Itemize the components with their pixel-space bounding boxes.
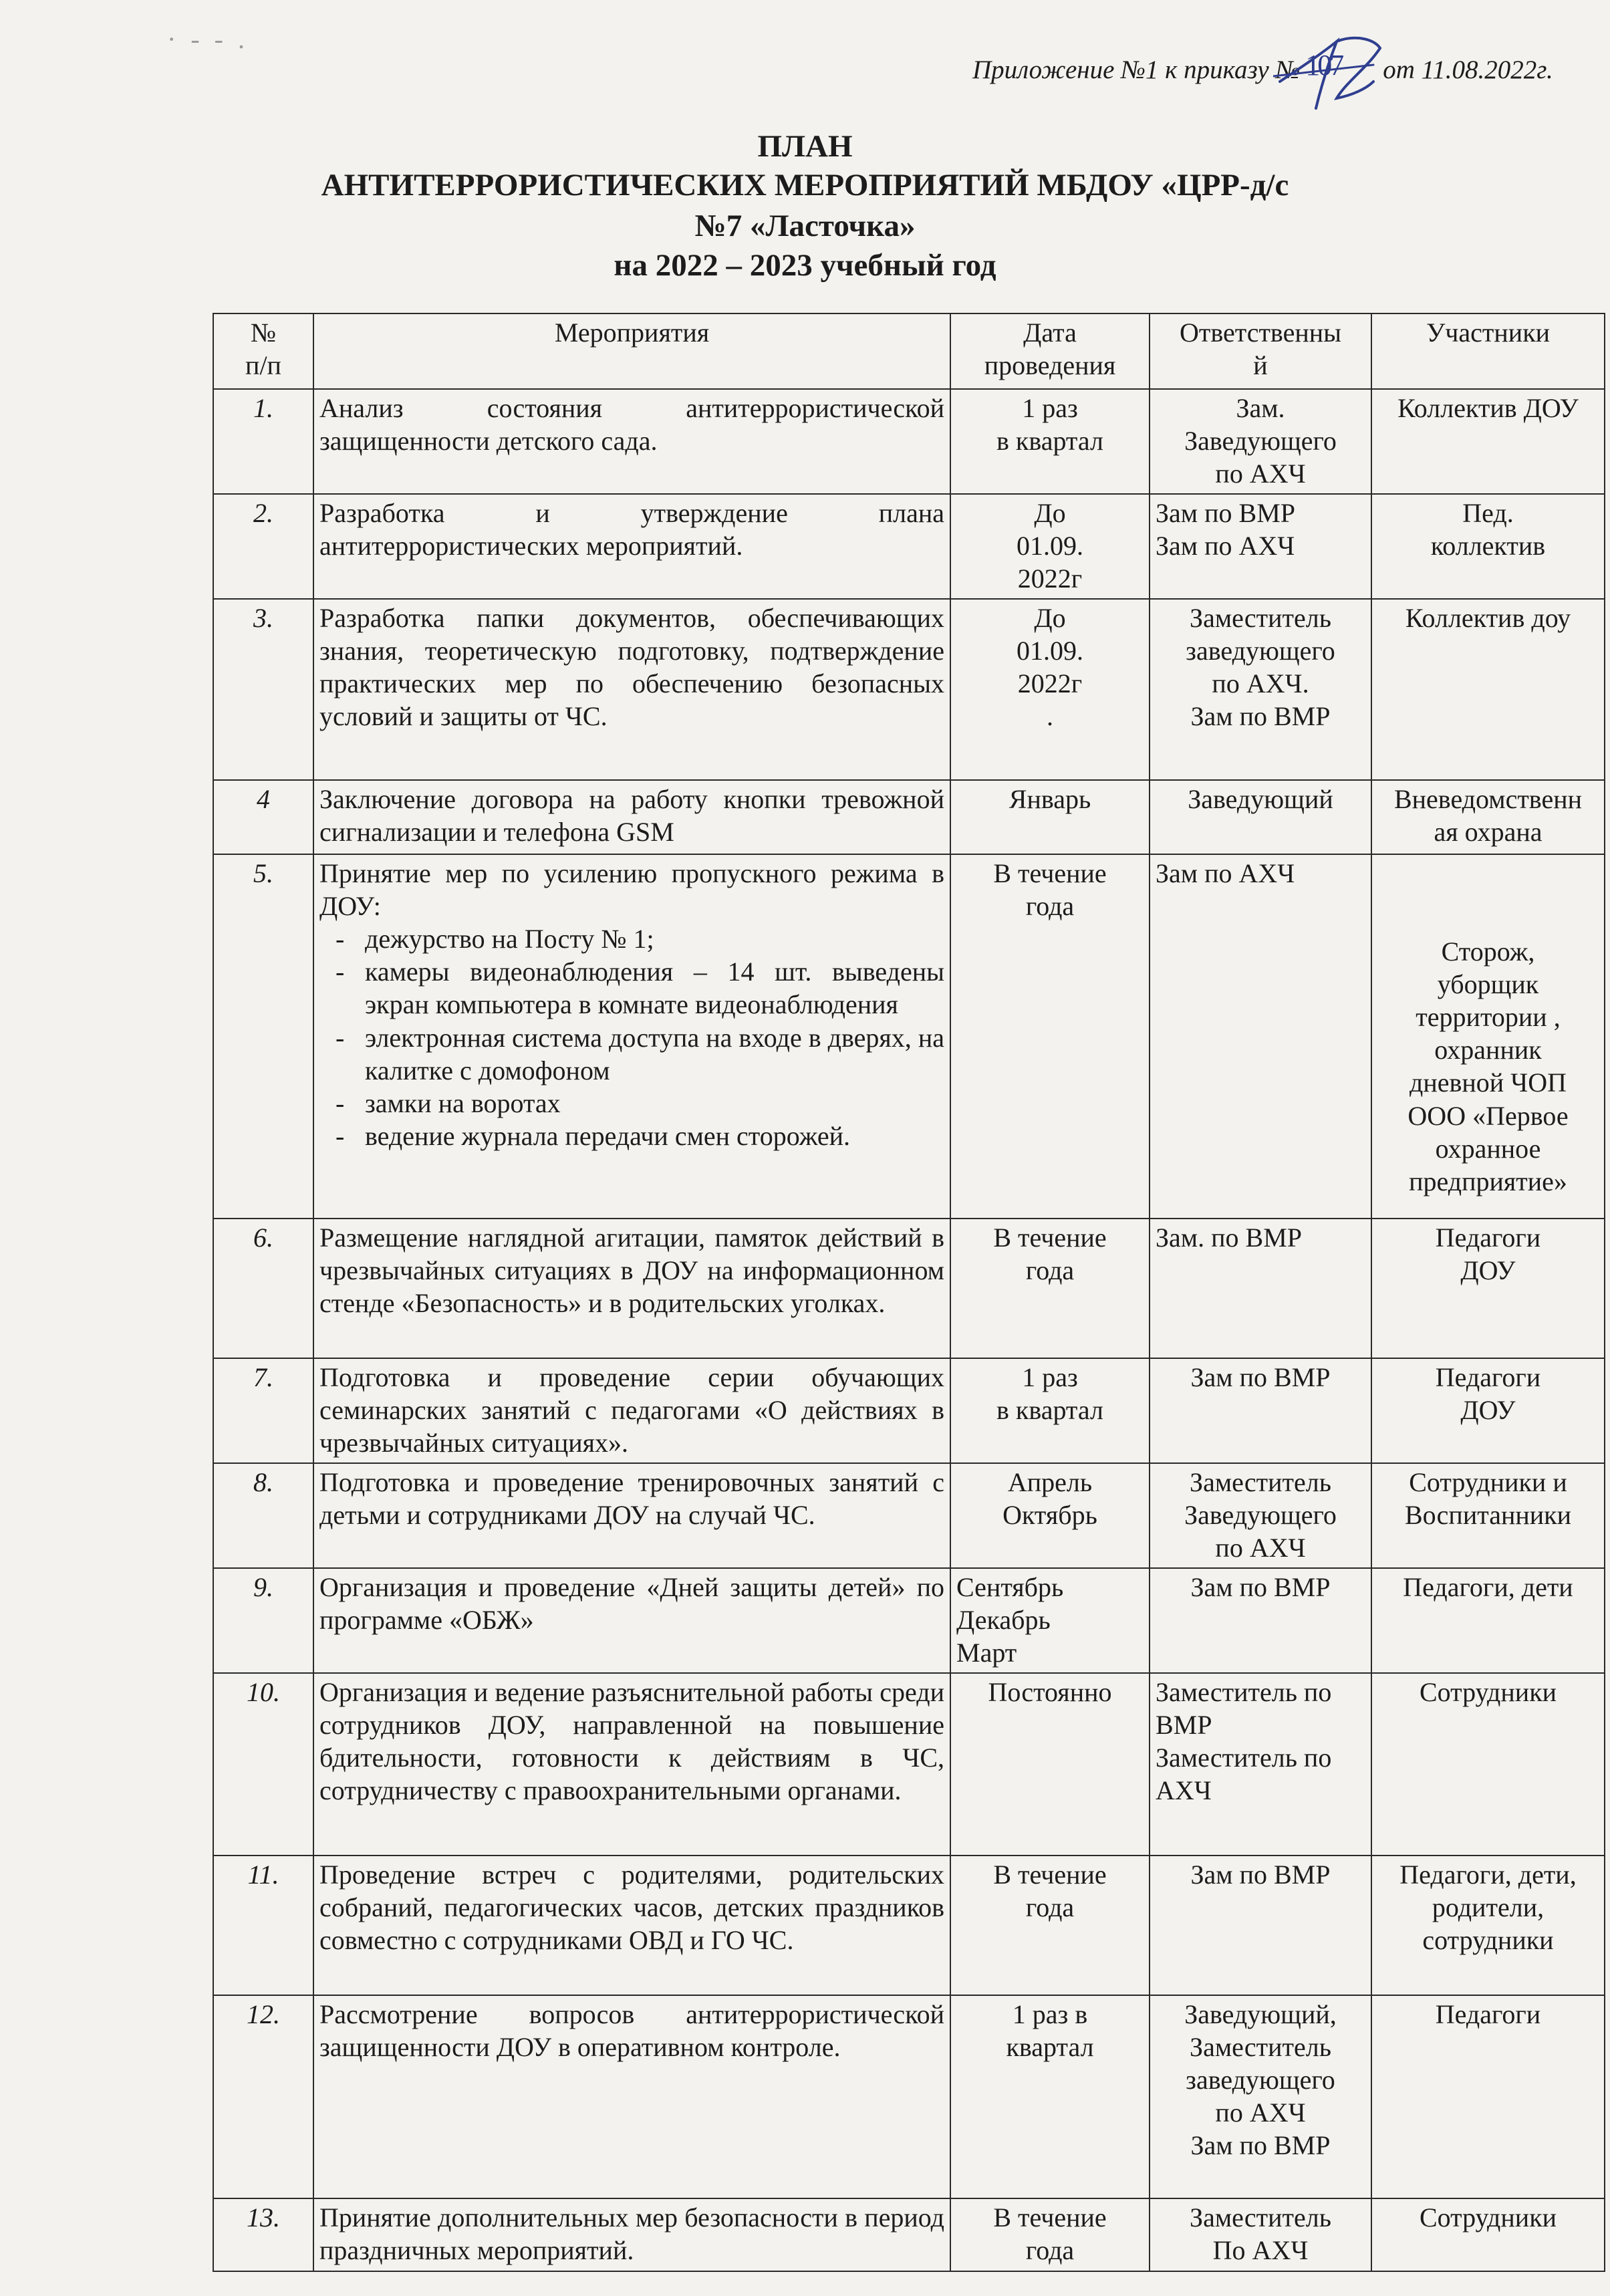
participants-cell xyxy=(1371,599,1605,780)
date-cell-line: Март xyxy=(956,1637,1017,1668)
table-row xyxy=(213,1358,1605,1463)
header-num: № п/п xyxy=(213,313,313,389)
date-cell-line: В течение xyxy=(993,858,1107,888)
date-cell xyxy=(950,389,1150,494)
participants-cell-line: Сотрудники и xyxy=(1409,1466,1567,1497)
plan-institution: №7 «Ласточка» xyxy=(694,209,916,243)
plan-subtitle: АНТИТЕРРОРИСТИЧЕСКИХ МЕРОПРИЯТИЙ МБДОУ «ЦРР-д/с xyxy=(321,168,1289,203)
activity-cell xyxy=(313,1463,950,1568)
date-cell xyxy=(950,854,1150,1219)
table-row xyxy=(213,2198,1605,2271)
plan-title: ПЛАН xyxy=(757,129,853,164)
activity-subitem: - замки на воротах xyxy=(336,1087,944,1120)
responsible-cell-line: Зам по АХЧ xyxy=(1156,530,1295,561)
activity-cell xyxy=(313,1358,950,1463)
appendix-text: Приложение №1 к приказу № xyxy=(972,55,1301,84)
date-cell xyxy=(950,1856,1150,1995)
date-cell-line: 1 раз xyxy=(1022,1362,1078,1392)
responsible-cell-line: по АХЧ. xyxy=(1212,668,1309,698)
participants-cell-line: Коллектив ДОУ xyxy=(1397,393,1579,423)
responsible-cell-line: Зам по ВМР xyxy=(1190,2130,1331,2161)
row-number: 5. xyxy=(213,854,313,1219)
activity-text: Подготовка и проведение серии обучающих семинарских занятий с педагогами «О действиях в чрезвычайных ситуациях». xyxy=(319,1362,944,1458)
date-cell xyxy=(950,780,1150,854)
row-number: 13. xyxy=(213,2198,313,2271)
date-cell-line: в квартал xyxy=(996,426,1103,457)
date-cell xyxy=(950,1358,1150,1463)
date-cell-line: года xyxy=(1025,890,1075,921)
row-number: 8. xyxy=(213,1463,313,1568)
participants-cell-line: предприятие» xyxy=(1409,1166,1567,1196)
activity-text: Разработка папки документов, обеспечивающих знания, теоретическую подготовку, подтверждение практических мер по обеспечению безопасных условий и защиты от ЧС. xyxy=(319,602,944,732)
participants-cell xyxy=(1371,854,1605,1219)
participants-cell-line: Вневедомственн xyxy=(1393,783,1583,814)
participants-cell-line: ая охрана xyxy=(1434,816,1542,847)
responsible-cell xyxy=(1150,854,1371,1219)
participants-cell xyxy=(1371,1358,1605,1463)
participants-cell xyxy=(1371,1856,1605,1995)
responsible-cell xyxy=(1150,1995,1371,2198)
activity-text: Подготовка и проведение тренировочных занятий с детьми и сотрудниками ДОУ на случай ЧС. xyxy=(319,1466,944,1530)
activity-text: Принятие дополнительных мер безопасности в период праздничных мероприятий. xyxy=(319,2202,944,2265)
activity-text: Рассмотрение вопросов антитеррористической защищенности ДОУ в оперативном контроле. xyxy=(319,1999,944,2062)
participants-cell-line: Сторож, xyxy=(1441,936,1535,967)
plan-year: на 2022 – 2023 учебный год xyxy=(614,248,996,283)
date-cell xyxy=(950,599,1150,780)
table-row xyxy=(213,1463,1605,1568)
participants-cell xyxy=(1371,389,1605,494)
date-cell-line: года xyxy=(1025,2235,1075,2265)
date-cell-line: квартал xyxy=(1006,2031,1094,2062)
date-cell-line: 2022г xyxy=(1017,563,1083,594)
activity-cell xyxy=(313,1673,950,1856)
date-cell-line: Декабрь xyxy=(956,1604,1051,1635)
participants-cell-line: дневной ЧОП xyxy=(1410,1067,1567,1098)
responsible-cell-line: Зам по ВМР xyxy=(1190,1571,1331,1602)
participants-cell-line: охранник xyxy=(1434,1035,1542,1065)
responsible-cell xyxy=(1150,599,1371,780)
table-row xyxy=(213,1673,1605,1856)
table-row xyxy=(213,494,1605,599)
handwritten-signature xyxy=(1273,28,1387,115)
table-row xyxy=(213,1995,1605,2198)
responsible-cell-line: заведующего xyxy=(1186,2064,1335,2095)
responsible-cell-line: Заведующий xyxy=(1188,783,1333,814)
table-row xyxy=(213,854,1605,1219)
participants-cell-line: родители, xyxy=(1432,1892,1545,1922)
activity-cell xyxy=(313,1568,950,1673)
activity-text: Размещение наглядной агитации, памяток действий в чрезвычайных ситуациях в ДОУ на информационном стенде «Безопасность» и в родительских уголках. xyxy=(319,1222,944,1318)
responsible-cell-line: Заместитель по xyxy=(1156,1742,1332,1773)
responsible-cell-line: Заместитель xyxy=(1190,2031,1331,2062)
responsible-cell xyxy=(1150,1463,1371,1568)
responsible-cell-line: Заместитель xyxy=(1190,1466,1331,1497)
participants-cell-line: Педагоги, дети, xyxy=(1399,1859,1577,1890)
responsible-cell-line: По АХЧ xyxy=(1212,2235,1309,2265)
activity-subitem: - электронная система доступа на входе в дверях, на калитке с домофоном xyxy=(336,1021,944,1087)
activity-text: Проведение встреч с родителями, родительских собраний, педагогических часов, детских праздников совместно с сотрудниками ОВД и ГО ЧС. xyxy=(319,1859,944,1955)
date-cell xyxy=(950,1568,1150,1673)
participants-cell-line: Сотрудники xyxy=(1419,2202,1557,2233)
activity-cell xyxy=(313,494,950,599)
date-cell-line: Январь xyxy=(1009,783,1091,814)
participants-cell-line: Педагоги xyxy=(1435,1362,1541,1392)
participants-cell-line: ДОУ xyxy=(1460,1394,1516,1425)
date-cell-line: До xyxy=(1034,602,1066,633)
responsible-cell xyxy=(1150,2198,1371,2271)
date-cell-line: в квартал xyxy=(996,1394,1103,1425)
activity-cell xyxy=(313,854,950,1219)
participants-cell-line: ООО «Первое xyxy=(1407,1100,1569,1131)
date-cell-line: 2022г xyxy=(1017,668,1083,698)
activity-text: Организация и проведение «Дней защиты детей» по программе «ОБЖ» xyxy=(319,1571,944,1635)
responsible-cell xyxy=(1150,494,1371,599)
responsible-cell-line: Заведующего xyxy=(1184,426,1337,457)
activity-subitem: - дежурство на Посту № 1; xyxy=(336,922,944,955)
responsible-cell xyxy=(1150,1673,1371,1856)
date-cell xyxy=(950,1463,1150,1568)
date-cell-line: 01.09. xyxy=(1017,530,1083,561)
responsible-cell xyxy=(1150,1358,1371,1463)
participants-cell xyxy=(1371,1219,1605,1358)
table-row xyxy=(213,1856,1605,1995)
participants-cell xyxy=(1371,1673,1605,1856)
date-cell-line: В течение xyxy=(993,1859,1107,1890)
row-number: 12. xyxy=(213,1995,313,2198)
responsible-cell-line: заведующего xyxy=(1186,635,1335,666)
date-cell-line: года xyxy=(1025,1255,1075,1285)
participants-cell xyxy=(1371,494,1605,599)
activity-cell xyxy=(313,1219,950,1358)
activity-cell xyxy=(313,389,950,494)
participants-cell xyxy=(1371,1568,1605,1673)
participants-cell xyxy=(1371,780,1605,854)
date-cell-line: 1 раз в xyxy=(1012,1999,1088,2029)
table-header-row xyxy=(213,313,1605,389)
row-number: 6. xyxy=(213,1219,313,1358)
participants-cell-line: Воспитанники xyxy=(1404,1499,1572,1530)
header-responsible: Ответственны й xyxy=(1150,313,1371,389)
participants-cell-line: Педагоги xyxy=(1435,1999,1541,2029)
participants-cell-line: Коллектив доу xyxy=(1405,602,1571,633)
responsible-cell-line: Заведующий, xyxy=(1184,1999,1337,2029)
participants-cell-line: Педагоги xyxy=(1435,1222,1541,1253)
participants-cell-line: Педагоги, дети xyxy=(1403,1571,1573,1602)
activity-subitem: - камеры видеонаблюдения – 14 шт. выведены экран компьютера в комнате видеонаблюдения xyxy=(336,955,944,1021)
responsible-cell xyxy=(1150,1219,1371,1358)
header-activity: Мероприятия xyxy=(313,313,950,389)
participants-cell-line: охранное xyxy=(1435,1133,1541,1164)
table-row xyxy=(213,780,1605,854)
scan-marks: · - - . xyxy=(167,24,249,54)
responsible-cell-line: Зам. по ВМР xyxy=(1156,1222,1303,1253)
activity-text: Разработка и утверждение плана антитеррористических мероприятий. xyxy=(319,497,944,561)
participants-cell-line: территории , xyxy=(1416,1001,1561,1032)
responsible-cell-line: Заместитель по xyxy=(1156,1676,1332,1707)
responsible-cell-line: ВМР xyxy=(1156,1709,1212,1740)
activity-cell xyxy=(313,1856,950,1995)
participants-cell xyxy=(1371,1995,1605,2198)
date-cell xyxy=(950,1995,1150,2198)
table-row xyxy=(213,389,1605,494)
appendix-date: от 11.08.2022г. xyxy=(1383,55,1553,84)
responsible-cell-line: Зам по ВМР xyxy=(1190,1859,1331,1890)
activity-subitem: - ведение журнала передачи смен сторожей. xyxy=(336,1120,944,1152)
appendix-reference xyxy=(972,49,1553,85)
date-cell xyxy=(950,494,1150,599)
header-date: Дата проведения xyxy=(950,313,1150,389)
participants-cell-line: Пед. xyxy=(1462,497,1514,528)
activity-cell xyxy=(313,1995,950,2198)
participants-cell-line: сотрудники xyxy=(1422,1924,1554,1955)
row-number: 11. xyxy=(213,1856,313,1995)
table-row xyxy=(213,1568,1605,1673)
activity-text: Анализ состояния антитеррористической защищенности детского сада. xyxy=(319,393,944,457)
responsible-cell-line: по АХЧ xyxy=(1215,459,1306,489)
date-cell-line: . xyxy=(1047,701,1053,732)
activity-text: Принятие мер по усилению пропускного режима в ДОУ: xyxy=(319,858,944,921)
date-cell-line: Сентябрь xyxy=(956,1571,1064,1602)
table-row xyxy=(213,599,1605,780)
responsible-cell-line: Зам по ВМР xyxy=(1190,1362,1331,1392)
responsible-cell-line: по АХЧ xyxy=(1215,1532,1306,1563)
responsible-cell xyxy=(1150,780,1371,854)
responsible-cell-line: Зам по ВМР xyxy=(1190,701,1331,732)
responsible-cell xyxy=(1150,1568,1371,1673)
activity-text: Организация и ведение разъяснительной работы среди сотрудников ДОУ, направленной на повышение бдительности, готовности к действиям в ЧС, сотрудничеству с правоохранительными органами. xyxy=(319,1676,944,1806)
responsible-cell-line: Зам по ВМР xyxy=(1156,497,1296,528)
responsible-cell-line: Заместитель xyxy=(1190,602,1331,633)
participants-cell-line: коллектив xyxy=(1430,530,1546,561)
date-cell-line: Постоянно xyxy=(988,1676,1112,1707)
participants-cell-line: ДОУ xyxy=(1460,1255,1516,1285)
date-cell xyxy=(950,1673,1150,1856)
responsible-cell-line: Заведующего xyxy=(1184,1499,1337,1530)
participants-cell xyxy=(1371,2198,1605,2271)
date-cell-line: 1 раз xyxy=(1022,393,1078,423)
date-cell-line: Октябрь xyxy=(1002,1499,1097,1530)
responsible-cell xyxy=(1150,1856,1371,1995)
activities-table xyxy=(213,313,1605,2272)
table-row xyxy=(213,1219,1605,1358)
row-number: 1. xyxy=(213,389,313,494)
responsible-cell-line: Зам по АХЧ xyxy=(1156,858,1295,888)
responsible-cell xyxy=(1150,389,1371,494)
participants-cell-line: Сотрудники xyxy=(1419,1676,1557,1707)
activity-subitems xyxy=(319,922,944,1152)
activity-cell xyxy=(313,599,950,780)
participants-cell xyxy=(1371,1463,1605,1568)
participants-cell-line: уборщик xyxy=(1437,969,1539,999)
responsible-cell-line: Зам. xyxy=(1236,393,1285,423)
row-number: 2. xyxy=(213,494,313,599)
row-number: 7. xyxy=(213,1358,313,1463)
date-cell xyxy=(950,2198,1150,2271)
date-cell-line: года xyxy=(1025,1892,1075,1922)
activity-cell xyxy=(313,780,950,854)
date-cell xyxy=(950,1219,1150,1358)
activity-text: Заключение договора на работу кнопки тревожной сигнализации и телефона GSM xyxy=(319,783,944,847)
responsible-cell-line: по АХЧ xyxy=(1215,2097,1306,2128)
date-cell-line: В течение xyxy=(993,1222,1107,1253)
date-cell-line: В течение xyxy=(993,2202,1107,2233)
row-number: 10. xyxy=(213,1673,313,1856)
responsible-cell-line: Заместитель xyxy=(1190,2202,1331,2233)
date-cell-line: Апрель xyxy=(1007,1466,1093,1497)
row-number: 9. xyxy=(213,1568,313,1673)
row-number: 4 xyxy=(213,780,313,854)
order-number: 107 xyxy=(1305,49,1342,82)
header-participants: Участники xyxy=(1371,313,1605,389)
date-cell-line: До xyxy=(1034,497,1066,528)
date-cell-line: 01.09. xyxy=(1017,635,1083,666)
row-number: 3. xyxy=(213,599,313,780)
activity-cell xyxy=(313,2198,950,2271)
responsible-cell-line: АХЧ xyxy=(1156,1775,1212,1806)
